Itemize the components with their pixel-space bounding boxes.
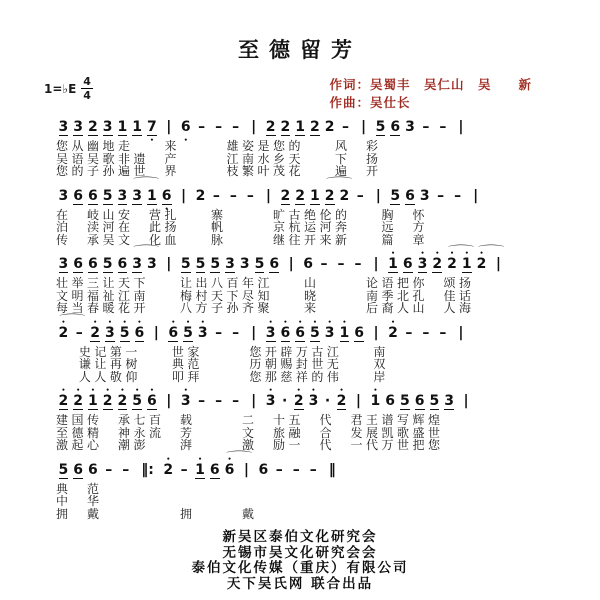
note: • 2 xyxy=(432,257,442,273)
note: • 6 xyxy=(168,326,178,342)
barline: | xyxy=(251,119,257,135)
lyricist-label: 作词： xyxy=(329,77,370,92)
note: 3 xyxy=(405,119,415,135)
augmentation-dot: · xyxy=(324,393,331,409)
duration-dash: – xyxy=(439,324,447,341)
note: • 2 xyxy=(59,394,69,410)
note: 3 ⌒ xyxy=(132,257,142,273)
duration-dash: – xyxy=(229,187,237,204)
credits xyxy=(329,76,532,111)
lyric-row: 激起心 潮澎 湃 激 励一 代 一代万世把您 xyxy=(56,438,444,452)
lyric-row: 拥 戴 拥 戴 xyxy=(56,506,258,521)
note: • 5 xyxy=(310,326,320,342)
footer-line: 天下吴氏网 联合出品 xyxy=(226,575,374,592)
duration-dash: – xyxy=(215,393,223,409)
meta-row xyxy=(0,64,600,111)
note: 6 xyxy=(88,461,98,478)
duration-dash: – xyxy=(215,119,223,135)
key-signature xyxy=(44,76,93,101)
composer-name: 吴仕长 xyxy=(369,94,411,110)
note: • 2 xyxy=(118,394,128,410)
duration-dash: – xyxy=(232,119,240,135)
note: 3 xyxy=(58,256,69,272)
note: • 3 xyxy=(266,326,276,342)
note: 5 xyxy=(58,461,69,478)
note: 2 xyxy=(280,119,291,135)
note: 2 xyxy=(195,187,206,204)
note: 6 xyxy=(88,187,98,204)
note: • 1 xyxy=(462,257,472,273)
duration-dash: – xyxy=(232,393,240,409)
note: 1 xyxy=(147,187,157,204)
duration-dash: – xyxy=(422,324,430,341)
note: • 7 xyxy=(147,120,157,136)
note: 2 xyxy=(265,119,276,135)
note: 6 xyxy=(73,256,83,272)
note: • 2 ⌒ xyxy=(477,257,487,272)
note: 3 xyxy=(58,119,69,135)
note: 1 xyxy=(295,119,305,135)
duration-dash: – xyxy=(437,187,445,204)
note: • 2 xyxy=(388,326,398,341)
note: 5 xyxy=(102,187,113,204)
barline: | xyxy=(355,393,362,409)
lyric-row: 在 岐山安 营扎 寨 旷古绝伦的 胸 怀 xyxy=(56,207,429,222)
repeat-begin-barline: ‖: xyxy=(141,461,154,478)
lyric-row: 泊 渎河在 此扬 帆 京杭运河奔 远 方 xyxy=(56,220,429,234)
note: 5 xyxy=(102,256,113,272)
note: • 1 xyxy=(195,463,205,479)
note: 5 xyxy=(210,256,221,272)
note: 3 xyxy=(419,187,430,204)
barline: | xyxy=(373,324,379,341)
note: 3 xyxy=(102,119,113,135)
note: • 3 xyxy=(266,394,276,409)
lyric-row: 典 范 xyxy=(56,481,103,496)
lyric-row: 每当春暖花开 八方子孙齐聚 来 后裔人山 人海 xyxy=(56,301,475,315)
duration-dash: – xyxy=(405,324,413,341)
note: • 3 xyxy=(105,326,115,342)
duration-dash: – xyxy=(212,187,220,204)
note: 5 xyxy=(390,187,401,204)
lyric-row: 您的子孙遍世 界 枝繁叶茂花 遍 开 xyxy=(56,164,382,178)
barline: | xyxy=(166,119,172,135)
score-line xyxy=(56,119,600,178)
duration-dash: – xyxy=(309,461,317,478)
note: • 6 xyxy=(181,120,191,135)
score-line xyxy=(56,256,600,315)
note: 1 xyxy=(132,119,142,135)
duration-dash: – xyxy=(215,324,223,341)
note: • 1 xyxy=(88,394,98,410)
barline: | xyxy=(265,187,271,204)
duration-dash: – xyxy=(275,461,283,478)
note: • 1 xyxy=(371,394,381,409)
note: 6 xyxy=(117,256,128,272)
score xyxy=(0,111,600,520)
lyric-row: 壮举三让天下 让出八百年江 山 论语把你 颂扬 xyxy=(56,276,475,290)
barline: | xyxy=(166,256,172,272)
note: 3 xyxy=(239,256,250,272)
duration-dash: – xyxy=(180,461,188,478)
barline: | xyxy=(153,324,159,341)
duration-dash: – xyxy=(75,324,83,341)
time-signature-denominator: 4 xyxy=(83,89,91,102)
note: • 1 xyxy=(340,326,350,342)
note: 5 xyxy=(180,256,191,272)
note: 2 xyxy=(339,187,350,204)
key-signature-text: 1=♭E xyxy=(44,81,77,96)
notes-row xyxy=(56,393,600,414)
time-signature xyxy=(81,76,93,101)
page-title: 至德留芳 xyxy=(238,38,362,62)
augmentation-dot: · xyxy=(282,393,288,409)
note: • 3 xyxy=(198,326,208,341)
note: • 5 xyxy=(132,394,142,410)
note: • 2 xyxy=(294,394,304,410)
note: 2 xyxy=(295,187,305,204)
lyricist-names: 吴蜀丰 吴仁山 吴 新 xyxy=(369,77,532,92)
note: 6 xyxy=(354,324,364,341)
note: • 2 ⌒ xyxy=(59,326,69,341)
note: 3 xyxy=(147,256,157,272)
note: 5 xyxy=(254,256,265,272)
note: 2 ⌒ xyxy=(325,189,335,205)
note: 6 xyxy=(73,461,83,478)
barline: | xyxy=(361,119,367,135)
notes-row xyxy=(56,119,600,140)
note: 5 xyxy=(195,256,206,272)
note: 5 xyxy=(429,393,440,409)
lyric-row: 吴语吴歌非遗 产 江南水乡天 下 扬 xyxy=(56,151,382,166)
note: • 3 xyxy=(325,326,335,341)
barline: | xyxy=(463,393,469,409)
composer-label: 作曲： xyxy=(329,94,370,110)
note: • 6 xyxy=(147,394,157,410)
score-line xyxy=(56,462,600,521)
composer-line xyxy=(329,94,532,112)
lyricist-line xyxy=(329,76,532,94)
note: 3 xyxy=(444,393,455,409)
note: 2 xyxy=(324,119,335,135)
lyric-row: 至德精 神永流 芳 文 旅融 合 发展凯歌盛世 xyxy=(56,425,444,440)
note: 1 xyxy=(117,119,128,135)
note: • 3 xyxy=(418,257,428,273)
note: 3 xyxy=(73,119,83,135)
lyric-row: 中 华 xyxy=(56,494,103,508)
lyric-row: 谦让再树 典范 历朝赐封世无 双 xyxy=(56,357,389,371)
note: 6 xyxy=(414,393,425,409)
note: 6 xyxy=(209,461,220,478)
note: 6 xyxy=(258,461,269,478)
duration-dash: – xyxy=(232,324,240,341)
lyric-row: 建国传 承七百 载 二 十五 代 君王谱写辉煌 xyxy=(56,413,444,427)
note: • 2 xyxy=(163,463,173,478)
note: 2 xyxy=(280,187,291,204)
note: • 2 xyxy=(103,394,113,410)
note: • 6 xyxy=(295,326,305,342)
note: 5 xyxy=(400,393,410,409)
note: 6 xyxy=(73,187,83,204)
score-line xyxy=(56,393,600,452)
barline: | xyxy=(458,119,464,135)
note: • 3 xyxy=(309,394,319,409)
note: 3 xyxy=(225,256,235,272)
note: 3 xyxy=(58,187,69,204)
duration-dash: – xyxy=(320,256,328,272)
barline: | xyxy=(288,256,294,272)
note: • 2 xyxy=(90,326,100,342)
note: • 1 xyxy=(388,257,398,273)
notes-row xyxy=(56,462,600,483)
barline: | xyxy=(251,324,257,341)
barline: | xyxy=(251,393,257,409)
duration-dash: – xyxy=(422,119,430,135)
duration-dash: – xyxy=(198,393,206,409)
lyric-row: 文明福祉江南 梅村天下尽知 晓 南季北孔 佳话 xyxy=(56,288,475,303)
duration-dash: – xyxy=(356,187,364,204)
note: • 6 xyxy=(135,326,145,342)
note: 3 xyxy=(117,187,128,204)
note: 6 xyxy=(303,256,313,272)
footer xyxy=(0,530,600,592)
lyric-row: 史记第一 世家 您开辟万古江 南 xyxy=(56,344,389,359)
duration-dash: – xyxy=(354,256,362,272)
notes-row xyxy=(56,325,600,346)
note: • 5 xyxy=(120,326,130,342)
note: 6 xyxy=(390,119,401,135)
barline: | xyxy=(373,256,379,272)
footer-line: 泰伯文化传媒（重庆）有限公司 xyxy=(191,560,409,576)
duration-dash: – xyxy=(122,461,130,478)
note: 6 xyxy=(269,256,280,272)
score-line xyxy=(56,188,600,247)
duration-dash: – xyxy=(342,119,349,135)
lyric-row: 人人敬仰 叩拜 您那慈祥的伟 岸 xyxy=(56,369,389,384)
note: • 3 xyxy=(181,394,191,409)
note: • 6 ⌒ xyxy=(225,463,235,478)
barline: | xyxy=(495,256,501,272)
duration-dash: – xyxy=(439,119,447,135)
duration-dash: – xyxy=(292,461,300,478)
note: 6 xyxy=(402,256,413,272)
footer-line: 无锡市吴文化研究会会 xyxy=(222,544,378,561)
notes-row xyxy=(56,256,600,277)
duration-dash: – xyxy=(246,187,254,204)
note: 3 ⌒ xyxy=(132,189,142,205)
note: • 2 ⌒ xyxy=(447,257,457,272)
footer-line: 新吴区泰伯文化研究会 xyxy=(222,529,378,545)
lyric-row: 您从幽地走 来 雄姿是您的 风 彩 xyxy=(56,139,382,153)
barline: | xyxy=(166,393,172,409)
note: • 6 xyxy=(162,189,172,205)
note: • 2 xyxy=(337,394,347,410)
note: 2 xyxy=(88,119,98,135)
time-signature-numerator: 4 xyxy=(83,75,91,88)
duration-dash: – xyxy=(198,119,206,135)
barline: | xyxy=(473,187,479,204)
note: 1 xyxy=(310,187,320,204)
duration-dash: – xyxy=(105,461,113,478)
notes-row xyxy=(56,188,600,209)
duration-dash: – xyxy=(337,256,345,272)
note: 6 xyxy=(405,187,415,204)
note: 2 xyxy=(310,119,320,135)
note: • 2 xyxy=(73,394,83,410)
note: 6 xyxy=(385,393,396,409)
barline: | xyxy=(243,461,249,478)
note: • 5 xyxy=(183,326,193,342)
note: • 6 xyxy=(281,326,291,342)
note: 6 xyxy=(88,256,98,272)
note: 5 xyxy=(375,119,386,135)
barline: | xyxy=(181,187,187,204)
barline: | xyxy=(375,187,381,204)
lyric-row: 传 承吴文 化血 脉 继往开来新 篇 章 xyxy=(56,232,429,247)
barline: | xyxy=(458,324,464,341)
duration-dash: – xyxy=(454,187,462,204)
score-line xyxy=(56,325,600,384)
final-barline: ‖ xyxy=(328,461,336,478)
